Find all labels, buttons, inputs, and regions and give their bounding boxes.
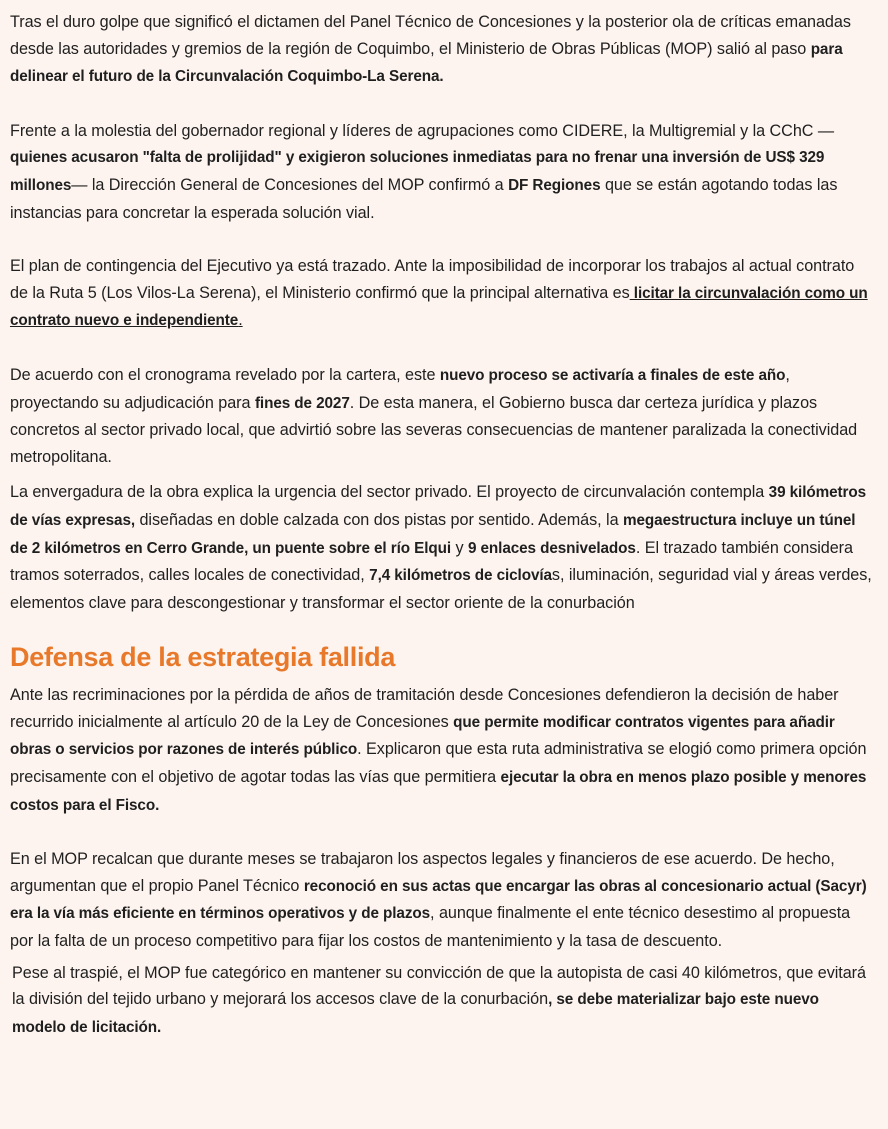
paragraph-3-text-2: .	[238, 311, 243, 330]
paragraph-1	[10, 9, 876, 91]
paragraph-2-text-3: que se están agotando todas las instancias para concretar la esperada solución vial.	[10, 175, 838, 222]
paragraph-2-text-1: Frente a la molestia del gobernador regional y líderes de agrupaciones como CIDERE, la Multigremial y la CChC —	[10, 121, 834, 140]
licitar-link[interactable]: licitar la circunvalación como un contrato nuevo e independiente	[10, 284, 868, 330]
paragraph-2-text-2: — la Dirección General de Concesiones del MOP confirmó a	[71, 175, 509, 194]
paragraph-6-bold-2: ejecutar la obra en menos plazo posible y menores costos para el Fisco.	[10, 769, 867, 814]
paragraph-1-bold-1: para delinear el futuro de la Circunvalación Coquimbo-La Serena.	[10, 40, 843, 86]
paragraph-5-bold-4: 7,4 kilómetros de ciclovía	[369, 567, 552, 585]
paragraph-5-bold-2: megaestructura incluye un túnel de 2 kilómetros en Cerro Grande, un puente sobre el río Elqui	[10, 511, 856, 557]
paragraph-3	[10, 253, 876, 335]
paragraph-5-text-4: . El trazado también considera tramos soterrados, calles locales de conectividad,	[10, 538, 853, 585]
paragraph-2-bold-1: quienes acusaron "falta de prolijidad" y exigieron soluciones inmediatas para no frenar una inversión de US$ 329 millones	[10, 149, 825, 194]
paragraph-5-text-5: s, iluminación, seguridad vial y áreas verdes, elementos clave para descongestionar y transformar el sector oriente de la conurbación	[10, 566, 872, 612]
paragraph-4-bold-2: fines de 2027	[254, 394, 350, 412]
paragraph-7-bold-1: reconoció en sus actas que encargar las obras al concesionario actual (Sacyr) era la vía más eficiente en términos operativos y de plazos	[10, 877, 867, 923]
paragraph-5-text-2: diseñadas en doble calzada con dos pistas por sentido. Además, la	[135, 510, 624, 529]
paragraph-4-bold-1: nuevo proceso se activaría a finales de este año	[439, 366, 786, 384]
paragraph-2-bold-2: DF Regiones	[508, 176, 601, 194]
paragraph-5-bold-3: 9 enlaces desnivelados	[467, 539, 636, 557]
paragraph-2	[10, 118, 876, 226]
paragraph-5-text-3: y	[451, 538, 468, 557]
paragraph-7	[10, 846, 876, 954]
paragraph-7-text-2: , aunque finalmente el ente técnico desestimo al propuesta por la falta de un proceso competitivo para fijar los costos de mantenimiento y la tasa de descuento.	[10, 904, 851, 951]
paragraph-6-bold-1: que permite modificar contratos vigentes para añadir obras o servicios por razones de interés público	[10, 713, 835, 759]
paragraph-3-text-1: El plan de contingencia del Ejecutivo ya está trazado. Ante la imposibilidad de incorporar los trabajos al actual contrato de la Ruta 5 (Los Vilos-La Serena), el Ministerio confirmó que la principal alternativa es	[10, 257, 855, 302]
paragraph-6	[10, 682, 876, 819]
paragraph-8-text-1: Pese al traspié, el MOP fue categórico en mantener su convicción de que la autopista de casi 40 kilómetros, que evitará la división del tejido urbano y mejorará los accesos clave de la conurbación	[12, 963, 866, 1009]
paragraph-5	[10, 479, 876, 616]
paragraph-5-bold-1: 39 kilómetros de vías expresas,	[10, 484, 866, 529]
section-heading: Defensa de la estrategia fallida	[10, 642, 396, 673]
paragraph-1-text-1: Tras el duro golpe que significó el dictamen del Panel Técnico de Concesiones y la posterior ola de críticas emanadas desde las autoridades y gremios de la región de Coquimbo, el Ministerio de Obras Públicas (MOP) salió al paso	[10, 13, 851, 58]
paragraph-4	[10, 362, 876, 470]
paragraph-8-bold-1: , se debe materializar bajo este nuevo modelo de licitación.	[12, 991, 819, 1036]
paragraph-6-text-2: . Explicaron que esta ruta administrativa se elogió como primera opción precisamente con el objetivo de agotar todas las vías que permitiera	[10, 740, 867, 787]
paragraph-5-text-1: La envergadura de la obra explica la urgencia del sector privado. El proyecto de circunvalación contempla	[10, 483, 769, 502]
paragraph-4-text-2: , proyectando su adjudicación para	[10, 365, 790, 412]
paragraph-7-text-1: En el MOP recalcan que durante meses se trabajaron los aspectos legales y financieros de ese acuerdo. De hecho, argumentan que el propio Panel Técnico	[10, 850, 835, 895]
paragraph-8	[12, 960, 876, 1042]
paragraph-4-text-1: De acuerdo con el cronograma revelado por la cartera, este	[10, 365, 440, 384]
paragraph-6-text-1: Ante las recriminaciones por la pérdida de años de tramitación desde Concesiones defendieron la decisión de haber recurrido inicialmente al artículo 20 de la Ley de Concesiones	[10, 686, 839, 731]
paragraph-4-text-3: . De esta manera, el Gobierno busca dar certeza jurídica y plazos concretos al sector privado local, que advirtió sobre las severas consecuencias de mantener paralizada la conectividad metropolitana.	[10, 393, 858, 466]
